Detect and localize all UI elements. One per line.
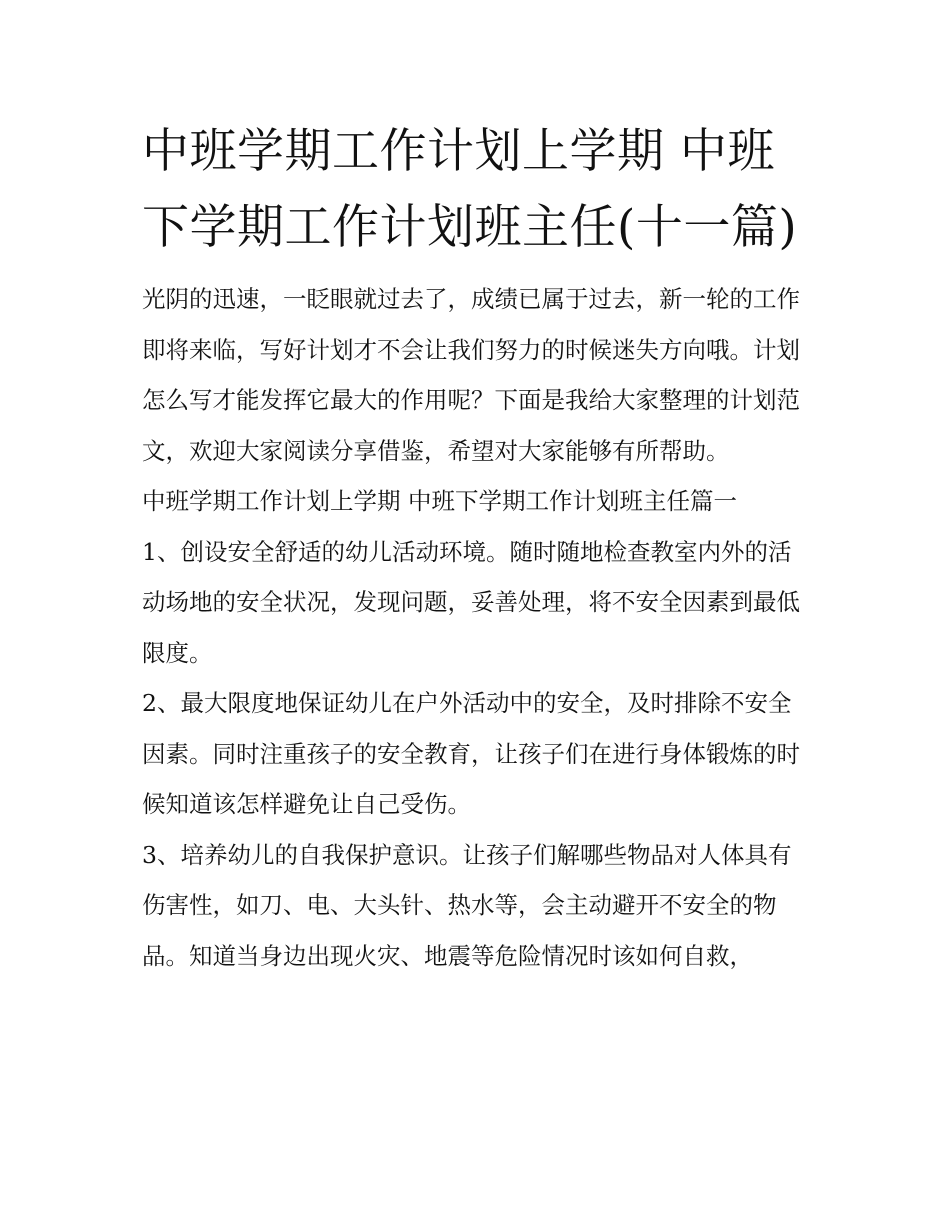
document-title: 中班学期工作计划上学期 中班下学期工作计划班主任(十一篇)	[142, 124, 798, 255]
list-item-1: 1、创设安全舒适的幼儿活动环境。随时随地检查教室内外的活动场地的安全状况，发现问题，妥善处理，将不安全因素到最低限度。	[142, 537, 800, 667]
list-item-2: 2、最大限度地保证幼儿在户外活动中的安全，及时排除不安全因素。同时注重孩子的安全教育，让孩子们在进行身体锻炼的时候知道该怎样避免让自己受伤。	[142, 689, 800, 818]
document-body	[142, 274, 814, 981]
document-content	[142, 114, 814, 981]
intro-paragraph: 光阴的迅速，一眨眼就过去了，成绩已属于过去，新一轮的工作即将来临，写好计划才不会让我们努力的时候迷失方向哦。计划怎么写才能发挥它最大的作用呢？下面是我给大家整理的计划范文，欢迎大家阅读分享借鉴，希望对大家能够有所帮助。	[142, 285, 800, 465]
list-item-3: 3、培养幼儿的自我保护意识。让孩子们解哪些物品对人体具有伤害性，如刀、电、大头针、热水等，会主动避开不安全的物品。知道当身边出现火灾、地震等危险情况时该如何自救，	[142, 840, 792, 970]
section-heading: 中班学期工作计划上学期 中班下学期工作计划班主任篇一	[142, 487, 737, 515]
